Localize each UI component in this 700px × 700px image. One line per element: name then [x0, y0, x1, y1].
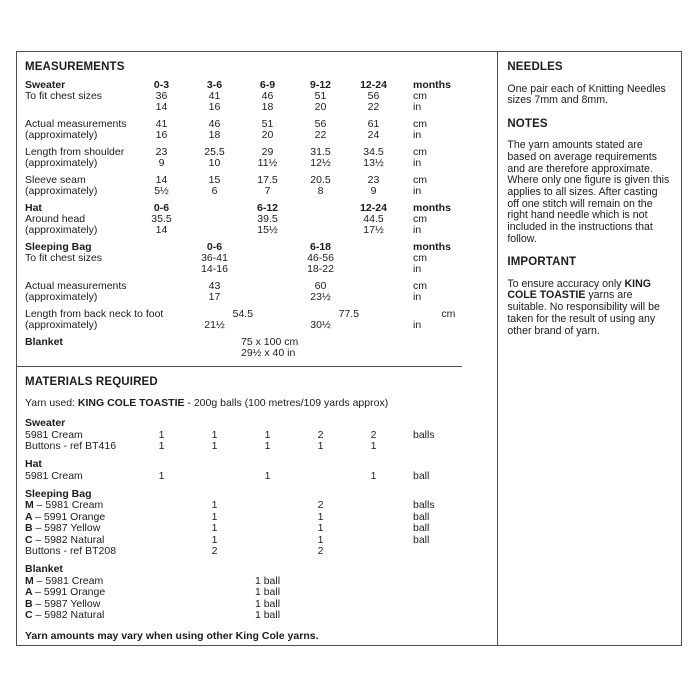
- table-cell: 1: [211, 510, 218, 523]
- unit-cell: months: [413, 202, 451, 214]
- text: Yarn used:: [25, 397, 78, 409]
- table-cell: 12-24: [360, 79, 387, 91]
- table-cell: 16: [155, 129, 168, 141]
- table-cell: 1: [158, 428, 165, 441]
- row-label: (approximately): [25, 224, 98, 236]
- table-cell: 13½: [363, 157, 384, 169]
- table-cell: 29: [261, 146, 274, 158]
- table-cell: 9: [370, 185, 377, 197]
- unit-cell: in: [413, 101, 422, 113]
- table-cell: 2: [317, 545, 324, 557]
- unit-cell: in: [413, 263, 422, 275]
- table-cell: 1 ball: [254, 609, 281, 621]
- table-cell: 1: [211, 533, 218, 546]
- row-label: Length from back neck to foot: [25, 308, 164, 320]
- table-cell: 24: [367, 129, 380, 141]
- measurements-table: [25, 80, 497, 359]
- unit-cell: ball: [413, 533, 430, 546]
- unit-cell: ball: [413, 522, 430, 534]
- table-cell: 1: [264, 469, 271, 482]
- table-cell: 3-6: [206, 79, 223, 91]
- row-label: A – 5991 Orange: [25, 510, 106, 523]
- row-label: 5981 Cream: [25, 428, 83, 441]
- text: - 200g balls (100 metres/109 yards approx): [184, 397, 389, 409]
- table-cell: 5½: [154, 185, 169, 197]
- row-label: 5981 Cream: [25, 469, 83, 482]
- table-cell: 1: [158, 440, 165, 452]
- row-label: Buttons - ref BT208: [25, 545, 117, 557]
- table-cell: 56: [314, 118, 327, 130]
- row-label: Length from shoulder: [25, 146, 125, 158]
- materials-title: MATERIALS REQUIRED: [25, 376, 158, 388]
- row-label: Hat: [25, 202, 42, 214]
- notes-body: The yarn amounts stated are based on average requirements and are therefore approximate. Where only one figure is given this applies to all sizes. After casting off one stitch will remain on the right hand needle which is not included in the instructions that follow.: [507, 139, 670, 245]
- table-cell: 21½: [204, 319, 225, 331]
- table-row: [25, 500, 497, 512]
- row-label: C – 5982 Natural: [25, 533, 105, 546]
- table-cell: 39.5: [257, 213, 278, 225]
- table-cell: 35.5: [151, 213, 172, 225]
- table-cell: 14: [155, 224, 168, 236]
- table-cell: 18-22: [307, 263, 334, 275]
- table-cell: 1: [317, 510, 324, 523]
- notes-title: NOTES: [507, 117, 548, 130]
- table-cell: 12-24: [360, 202, 387, 214]
- needles-body: One pair each of Knitting Needles sizes 7mm and 8mm.: [507, 82, 666, 107]
- table-cell: 6-9: [259, 79, 276, 91]
- table-row: [25, 610, 497, 622]
- table-cell: 36: [155, 90, 168, 102]
- unit-cell: months: [413, 241, 451, 253]
- unit-cell: cm: [413, 252, 427, 264]
- table-cell: 60: [314, 280, 327, 292]
- horizontal-divider: [17, 366, 462, 367]
- colour-code-letter: B: [25, 522, 36, 534]
- materials-footnote: Yarn amounts may vary when using other King Cole yarns.: [25, 629, 319, 642]
- row-label: B – 5987 Yellow: [25, 522, 101, 534]
- row-label: Sleeve seam: [25, 174, 86, 186]
- table-cell: 1: [317, 440, 324, 452]
- row-label: Around head: [25, 213, 86, 225]
- table-row: [25, 320, 497, 331]
- table-cell: 56: [367, 90, 380, 102]
- table-row: [25, 130, 497, 141]
- table-cell: 44.5: [363, 213, 384, 225]
- row-label: Sweater: [25, 79, 66, 91]
- table-cell: 16: [208, 101, 221, 113]
- table-cell: 77.5: [338, 308, 360, 320]
- table-row: [25, 441, 497, 453]
- table-cell: 43: [208, 280, 221, 292]
- table-cell: 51: [261, 118, 274, 130]
- row-label: To fit chest sizes: [25, 90, 103, 102]
- measurements-title: MEASUREMENTS: [25, 61, 125, 73]
- table-cell: 61: [367, 118, 380, 130]
- table-row: [25, 546, 497, 558]
- unit-cell: in: [413, 291, 422, 303]
- unit-cell: cm: [413, 174, 427, 186]
- table-cell: 12½: [310, 157, 331, 169]
- table-cell: 18: [208, 129, 221, 141]
- left-panel: [17, 52, 498, 645]
- table-row: [25, 158, 497, 169]
- table-cell: 9: [158, 157, 165, 169]
- needles-title: NEEDLES: [507, 61, 563, 73]
- table-cell: 1: [317, 533, 324, 546]
- row-label: To fit chest sizes: [25, 252, 103, 264]
- text: To ensure accuracy only: [507, 277, 625, 290]
- row-label: A – 5991 Orange: [25, 586, 106, 598]
- table-cell: 9-12: [309, 79, 331, 91]
- table-cell: 23: [155, 146, 168, 158]
- row-label: (approximately): [25, 157, 98, 169]
- unit-cell: cm: [413, 280, 427, 292]
- table-cell: 1: [211, 440, 218, 452]
- unit-cell: cm: [413, 146, 427, 158]
- table-cell: 46: [261, 90, 274, 102]
- table-cell: 1: [264, 440, 271, 452]
- row-label: Hat: [25, 458, 42, 470]
- colour-code-letter: A: [25, 510, 36, 523]
- table-cell: 1: [211, 499, 218, 511]
- table-cell: 0-3: [153, 79, 170, 91]
- table-cell: 1: [264, 428, 271, 441]
- unit-cell: months: [413, 79, 451, 91]
- unit-cell: in: [413, 319, 422, 331]
- table-cell: 0-6: [206, 241, 223, 253]
- table-row: [25, 186, 497, 197]
- document-box: [16, 51, 682, 646]
- table-cell: 20: [261, 129, 274, 141]
- table-row: [25, 564, 497, 576]
- text: yarns are suitable. No responsibility will be taken for the result of using any other brand of yarn.: [507, 289, 660, 337]
- table-cell: 6: [211, 185, 218, 197]
- yarn-used-line: [25, 398, 497, 409]
- unit-cell: in: [413, 129, 422, 141]
- table-cell: 1 ball: [254, 574, 281, 587]
- important-body: [507, 279, 670, 338]
- table-cell: 2: [370, 428, 377, 441]
- right-panel: [498, 52, 681, 645]
- table-cell: 75 x 100 cm: [241, 336, 299, 348]
- row-label: C – 5982 Natural: [25, 609, 105, 621]
- unit-cell: ball: [413, 510, 430, 523]
- table-cell: 1 ball: [254, 586, 281, 598]
- table-cell: 46: [208, 118, 221, 130]
- table-cell: 17½: [363, 224, 384, 236]
- table-cell: 23½: [310, 291, 331, 303]
- unit-cell: cm: [413, 118, 427, 130]
- colour-code-letter: C: [25, 609, 36, 621]
- table-row: [25, 292, 497, 303]
- table-row: [25, 418, 497, 430]
- table-cell: 25.5: [204, 146, 225, 158]
- table-cell: 29½ x 40 in: [241, 347, 296, 359]
- table-cell: 23: [367, 174, 380, 186]
- colour-code-letter: M: [25, 499, 37, 511]
- table-cell: 1: [370, 469, 377, 482]
- row-label: Sleeping Bag: [25, 487, 92, 500]
- row-label: Actual measurements: [25, 118, 127, 130]
- row-label: M – 5981 Cream: [25, 499, 104, 511]
- table-cell: 41: [155, 118, 168, 130]
- unit-cell: ball: [413, 469, 430, 482]
- row-label: Sleeping Bag: [25, 241, 92, 253]
- table-cell: 36-41: [201, 252, 228, 264]
- table-cell: 2: [211, 545, 218, 557]
- table-cell: 15: [208, 174, 221, 186]
- table-cell: 6-12: [256, 202, 278, 214]
- row-label: Blanket: [25, 336, 63, 348]
- unit-cell: balls: [413, 499, 435, 511]
- table-cell: 2: [317, 428, 324, 441]
- table-cell: 11½: [257, 157, 278, 169]
- unit-cell: balls: [413, 428, 435, 441]
- table-row: [25, 587, 497, 599]
- row-label: Sweater: [25, 417, 66, 429]
- colour-code-letter: M: [25, 574, 37, 587]
- row-label: (approximately): [25, 319, 98, 331]
- table-cell: 51: [314, 90, 327, 102]
- table-cell: 2: [317, 499, 324, 511]
- table-row: [25, 264, 497, 275]
- bold-text: KING COLE TOASTIE: [77, 397, 185, 409]
- row-label: B – 5987 Yellow: [25, 597, 101, 610]
- table-cell: 15½: [257, 224, 278, 236]
- table-row: [25, 225, 497, 236]
- table-cell: 7: [264, 185, 271, 197]
- unit-cell: in: [413, 157, 422, 169]
- table-cell: 46-56: [307, 252, 334, 264]
- row-label: Buttons - ref BT416: [25, 440, 117, 452]
- bold-text: KING COLE TOASTIE: [507, 277, 652, 302]
- row-label: M – 5981 Cream: [25, 574, 104, 587]
- row-label: Blanket: [25, 563, 63, 575]
- table-cell: 18: [261, 101, 274, 113]
- unit-cell: cm: [413, 213, 427, 225]
- table-row: [25, 471, 497, 483]
- table-cell: 17.5: [257, 174, 278, 186]
- materials-table: [25, 418, 497, 622]
- table-cell: 17: [208, 291, 221, 303]
- unit-cell: cm: [441, 308, 456, 320]
- table-cell: 1: [211, 428, 218, 441]
- table-cell: 14: [155, 101, 168, 113]
- table-cell: 6-18: [309, 241, 331, 253]
- table-cell: 14: [155, 174, 168, 186]
- table-cell: 20.5: [310, 174, 331, 186]
- table-row: [25, 459, 497, 471]
- table-cell: 54.5: [232, 308, 254, 320]
- table-cell: 14-16: [201, 263, 228, 275]
- table-cell: 1: [211, 522, 218, 534]
- table-cell: 8: [317, 185, 324, 197]
- table-cell: 1: [317, 522, 324, 534]
- unit-cell: in: [413, 224, 422, 236]
- table-cell: 10: [208, 157, 221, 169]
- table-cell: 1: [370, 440, 377, 452]
- unit-cell: cm: [413, 90, 427, 102]
- colour-code-letter: A: [25, 586, 36, 598]
- table-cell: 1 ball: [254, 597, 281, 610]
- table-row: [25, 102, 497, 113]
- table-cell: 1: [158, 469, 165, 482]
- table-cell: 41: [208, 90, 221, 102]
- row-label: (approximately): [25, 129, 98, 141]
- table-cell: 34.5: [363, 146, 384, 158]
- row-label: Actual measurements: [25, 280, 127, 292]
- table-cell: 30½: [310, 319, 331, 331]
- table-cell: 22: [367, 101, 380, 113]
- colour-code-letter: B: [25, 597, 36, 610]
- table-cell: 31.5: [310, 146, 331, 158]
- important-title: IMPORTANT: [507, 256, 577, 269]
- table-cell: 22: [314, 129, 327, 141]
- colour-code-letter: C: [25, 533, 36, 546]
- table-row: [25, 253, 497, 264]
- table-row: [25, 523, 497, 535]
- row-label: (approximately): [25, 291, 98, 303]
- table-cell: 20: [314, 101, 327, 113]
- row-label: (approximately): [25, 185, 98, 197]
- unit-cell: in: [413, 185, 422, 197]
- table-row: [25, 348, 497, 359]
- table-cell: 0-6: [153, 202, 170, 214]
